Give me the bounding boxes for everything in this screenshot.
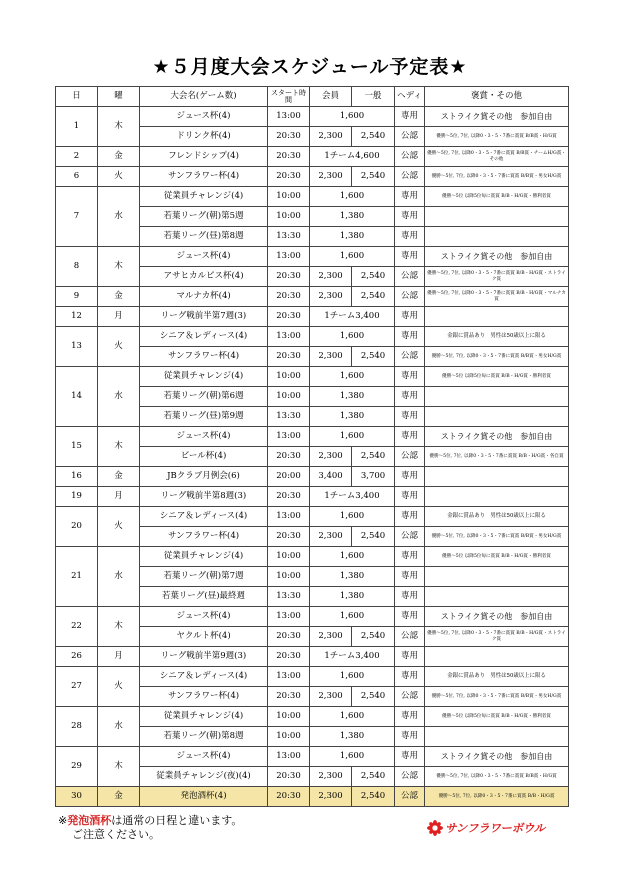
cell-time: 13:00 <box>268 507 310 527</box>
cell-name: サンフラワー杯(4) <box>140 167 268 187</box>
cell-prize <box>425 587 569 607</box>
cell-handicap: 専用 <box>395 387 425 407</box>
cell-fee: 1,600 <box>310 427 395 447</box>
cell-time: 10:00 <box>268 707 310 727</box>
sunflower-icon <box>427 820 443 836</box>
cell-name: JBクラブ月例会(6) <box>140 467 268 487</box>
table-header-row <box>56 87 569 107</box>
cell-handicap: 公認 <box>395 267 425 287</box>
cell-time: 10:00 <box>268 547 310 567</box>
cell-handicap: 公認 <box>395 527 425 547</box>
cell-name: フレンドシップ(4) <box>140 147 268 167</box>
schedule-body <box>56 107 569 807</box>
cell-general-fee: 2,540 <box>352 527 395 547</box>
cell-fee: 1,380 <box>310 727 395 747</box>
cell-member-fee: 2,300 <box>310 347 352 367</box>
cell-fee: 1,600 <box>310 327 395 347</box>
cell-time: 20:30 <box>268 127 310 147</box>
cell-name: ジュース杯(4) <box>140 747 268 767</box>
cell-weekday: 木 <box>98 107 140 147</box>
cell-name: 従業員チャレンジ(4) <box>140 187 268 207</box>
cell-prize <box>425 407 569 427</box>
cell-handicap: 専用 <box>395 107 425 127</box>
cell-fee: 1,600 <box>310 547 395 567</box>
cell-fee: 1,600 <box>310 187 395 207</box>
cell-time: 13:30 <box>268 407 310 427</box>
cell-prize: 優勝〜5位, 7位, 以降0・3・5・7番に賞賞 B/B・H/G賞 <box>425 787 569 807</box>
cell-handicap: 専用 <box>395 747 425 767</box>
cell-member-fee: 2,300 <box>310 787 352 807</box>
cell-fee: 1,380 <box>310 587 395 607</box>
table-row <box>56 187 569 207</box>
table-row <box>56 327 569 347</box>
cell-prize <box>425 727 569 747</box>
cell-fee: 1,380 <box>310 227 395 247</box>
cell-weekday: 月 <box>98 647 140 667</box>
cell-handicap: 専用 <box>395 507 425 527</box>
header-member: 会員 <box>310 87 352 107</box>
cell-fee: 1チーム3,400 <box>310 487 395 507</box>
cell-handicap: 公認 <box>395 167 425 187</box>
cell-prize: 優勝〜5位 以降5位毎に賞賞 B/B・H/G賞・勝利者賞 <box>425 187 569 207</box>
cell-time: 13:30 <box>268 227 310 247</box>
cell-time: 20:30 <box>268 267 310 287</box>
cell-fee: 1,380 <box>310 207 395 227</box>
table-row <box>56 667 569 687</box>
cell-name: ジュース杯(4) <box>140 107 268 127</box>
cell-day: 19 <box>56 487 98 507</box>
cell-day: 6 <box>56 167 98 187</box>
cell-weekday: 月 <box>98 307 140 327</box>
cell-weekday: 火 <box>98 167 140 187</box>
cell-name: マルナカ杯(4) <box>140 287 268 307</box>
note-text: は通常の日程と違います。 <box>111 814 243 827</box>
cell-name: ドリンク杯(4) <box>140 127 268 147</box>
cell-prize: 優勝〜5位, 7位, 以降0・3・5・7番に賞賞 B/B賞・チームH/G賞・その他 <box>425 147 569 167</box>
header-general: 一般 <box>352 87 395 107</box>
cell-time: 13:00 <box>268 247 310 267</box>
cell-time: 20:30 <box>268 487 310 507</box>
table-row <box>56 607 569 627</box>
cell-name: リーグ戦前半第8週(3) <box>140 487 268 507</box>
cell-fee: 1,600 <box>310 107 395 127</box>
cell-time: 20:30 <box>268 647 310 667</box>
cell-general-fee: 2,540 <box>352 767 395 787</box>
cell-name: 若葉リーグ(朝)第8週 <box>140 727 268 747</box>
cell-name: 従業員チャレンジ(夜)(4) <box>140 767 268 787</box>
cell-member-fee: 2,300 <box>310 167 352 187</box>
cell-weekday: 月 <box>98 487 140 507</box>
cell-general-fee: 2,540 <box>352 267 395 287</box>
cell-fee: 1,380 <box>310 567 395 587</box>
cell-fee: 1,600 <box>310 667 395 687</box>
cell-prize: 優勝〜5位, 7位, 以降0・3・5・7番に賞賞 B/B・H/G賞・ストライク賞 <box>425 627 569 647</box>
table-row <box>56 367 569 387</box>
cell-time: 13:00 <box>268 107 310 127</box>
brand-logo <box>427 820 545 836</box>
cell-name: シニア＆レディース(4) <box>140 507 268 527</box>
table-row <box>56 747 569 767</box>
cell-member-fee: 2,300 <box>310 687 352 707</box>
cell-prize <box>425 567 569 587</box>
cell-prize: ストライク賞その他 参加自由 <box>425 747 569 767</box>
cell-prize: 優勝〜5位 以降5位毎に賞賞 B/B・H/G賞・勝利者賞 <box>425 707 569 727</box>
cell-time: 10:00 <box>268 727 310 747</box>
cell-name: 若葉リーグ(昼)最終週 <box>140 587 268 607</box>
cell-general-fee: 2,540 <box>352 627 395 647</box>
cell-prize: 優勝〜5位, 7位, 以降0・3・5・7番に賞賞 B/B・H/G賞・ストライク賞 <box>425 267 569 287</box>
cell-day: 30 <box>56 787 98 807</box>
header-prize: 褒賞・その他 <box>425 87 569 107</box>
cell-time: 20:30 <box>268 527 310 547</box>
cell-weekday: 木 <box>98 747 140 787</box>
table-row <box>56 147 569 167</box>
cell-weekday: 火 <box>98 667 140 707</box>
cell-prize: 優勝〜5位, 7位, 以降0・3・5・7番に賞賞 B/B賞・男女H/G賞 <box>425 687 569 707</box>
cell-weekday: 水 <box>98 547 140 607</box>
cell-prize: 優勝〜5位, 7位, 以降0・3・5・7番に賞賞 B/B賞・男女H/G賞 <box>425 347 569 367</box>
cell-handicap: 専用 <box>395 207 425 227</box>
cell-time: 10:00 <box>268 187 310 207</box>
cell-handicap: 公認 <box>395 147 425 167</box>
cell-general-fee: 2,540 <box>352 287 395 307</box>
cell-handicap: 専用 <box>395 247 425 267</box>
cell-fee: 1,600 <box>310 707 395 727</box>
cell-prize: 優勝〜5位, 7位, 以降0・3・5・7番に賞賞 B/B・H/G賞・マルナカ賞 <box>425 287 569 307</box>
cell-handicap: 公認 <box>395 447 425 467</box>
cell-member-fee: 3,400 <box>310 467 352 487</box>
cell-time: 20:30 <box>268 447 310 467</box>
note-mark: ※ <box>58 814 68 827</box>
header-day: 日 <box>56 87 98 107</box>
cell-member-fee: 2,300 <box>310 447 352 467</box>
table-row <box>56 307 569 327</box>
cell-day: 15 <box>56 427 98 467</box>
cell-day: 12 <box>56 307 98 327</box>
cell-handicap: 専用 <box>395 647 425 667</box>
cell-handicap: 公認 <box>395 787 425 807</box>
cell-time: 13:30 <box>268 587 310 607</box>
cell-name: 若葉リーグ(朝)第7週 <box>140 567 268 587</box>
cell-handicap: 専用 <box>395 547 425 567</box>
table-row <box>56 467 569 487</box>
table-row <box>56 167 569 187</box>
cell-name: 従業員チャレンジ(4) <box>140 707 268 727</box>
cell-day: 28 <box>56 707 98 747</box>
cell-time: 20:30 <box>268 307 310 327</box>
cell-name: アサヒカルピス杯(4) <box>140 267 268 287</box>
cell-day: 20 <box>56 507 98 547</box>
cell-fee: 1チーム3,400 <box>310 307 395 327</box>
cell-time: 10:00 <box>268 567 310 587</box>
cell-handicap: 公認 <box>395 347 425 367</box>
cell-fee: 1,600 <box>310 747 395 767</box>
cell-time: 13:00 <box>268 327 310 347</box>
cell-day: 13 <box>56 327 98 367</box>
cell-prize: ストライク賞その他 参加自由 <box>425 107 569 127</box>
table-row <box>56 247 569 267</box>
cell-weekday: 木 <box>98 427 140 467</box>
cell-weekday: 火 <box>98 327 140 367</box>
cell-prize: 金銀に賞品あり 男性は50歳以上に限る <box>425 507 569 527</box>
cell-handicap: 専用 <box>395 567 425 587</box>
cell-name: シニア＆レディース(4) <box>140 667 268 687</box>
cell-prize: 優勝〜5位, 7位, 以降0・3・5・7番に賞賞 B/B・H/G賞・各自賞 <box>425 447 569 467</box>
cell-prize <box>425 387 569 407</box>
cell-weekday: 水 <box>98 707 140 747</box>
cell-day: 2 <box>56 147 98 167</box>
table-row <box>56 547 569 567</box>
cell-handicap: 専用 <box>395 307 425 327</box>
cell-day: 8 <box>56 247 98 287</box>
cell-member-fee: 2,300 <box>310 527 352 547</box>
cell-day: 21 <box>56 547 98 607</box>
cell-fee: 1,600 <box>310 507 395 527</box>
cell-weekday: 金 <box>98 287 140 307</box>
cell-handicap: 専用 <box>395 467 425 487</box>
cell-fee: 1,600 <box>310 607 395 627</box>
cell-time: 13:00 <box>268 427 310 447</box>
cell-name: ヤクルト杯(4) <box>140 627 268 647</box>
cell-handicap: 公認 <box>395 287 425 307</box>
cell-member-fee: 2,300 <box>310 287 352 307</box>
cell-member-fee: 2,300 <box>310 127 352 147</box>
cell-time: 13:00 <box>268 667 310 687</box>
cell-prize: 優勝〜5位 以降5位毎に賞賞 B/B・H/G賞・勝利者賞 <box>425 547 569 567</box>
cell-name: ジュース杯(4) <box>140 427 268 447</box>
cell-name: リーグ戦前半第9週(3) <box>140 647 268 667</box>
cell-prize: 優勝〜5位, 7位, 以降0・3・5・7番に賞賞 B/B賞・H/G賞 <box>425 767 569 787</box>
cell-handicap: 公認 <box>395 687 425 707</box>
cell-name: サンフラワー杯(4) <box>140 527 268 547</box>
cell-day: 29 <box>56 747 98 787</box>
table-row <box>56 287 569 307</box>
cell-general-fee: 2,540 <box>352 127 395 147</box>
cell-time: 13:00 <box>268 747 310 767</box>
cell-name: シニア＆レディース(4) <box>140 327 268 347</box>
cell-name: ビール杯(4) <box>140 447 268 467</box>
cell-time: 20:30 <box>268 287 310 307</box>
cell-prize <box>425 487 569 507</box>
cell-fee: 1チーム4,600 <box>310 147 395 167</box>
cell-day: 1 <box>56 107 98 147</box>
cell-handicap: 公認 <box>395 127 425 147</box>
cell-member-fee: 2,300 <box>310 627 352 647</box>
cell-prize: 優勝〜5位, 7位, 以降0・3・5・7番に賞賞 B/B賞・男女H/G賞 <box>425 167 569 187</box>
table-row <box>56 427 569 447</box>
cell-handicap: 専用 <box>395 727 425 747</box>
cell-handicap: 専用 <box>395 367 425 387</box>
page-title: ★５月度大会スケジュール予定表★ <box>152 56 468 78</box>
cell-fee: 1,600 <box>310 247 395 267</box>
cell-day: 27 <box>56 667 98 707</box>
cell-member-fee: 2,300 <box>310 267 352 287</box>
cell-time: 20:00 <box>268 467 310 487</box>
cell-general-fee: 2,540 <box>352 447 395 467</box>
cell-weekday: 水 <box>98 187 140 247</box>
table-row <box>56 507 569 527</box>
cell-day: 26 <box>56 647 98 667</box>
cell-prize: 優勝〜5位, 7位, 以降0・3・5・7番に賞賞 B/B賞・男女H/G賞 <box>425 527 569 547</box>
note-highlight: 発泡酒杯 <box>67 814 112 827</box>
cell-weekday: 金 <box>98 787 140 807</box>
cell-time: 20:30 <box>268 787 310 807</box>
cell-time: 20:30 <box>268 167 310 187</box>
cell-member-fee: 2,300 <box>310 767 352 787</box>
cell-general-fee: 2,540 <box>352 347 395 367</box>
table-row <box>56 707 569 727</box>
cell-time: 10:00 <box>268 367 310 387</box>
cell-general-fee: 2,540 <box>352 687 395 707</box>
cell-general-fee: 3,700 <box>352 467 395 487</box>
cell-name: 従業員チャレンジ(4) <box>140 367 268 387</box>
cell-fee: 1,600 <box>310 367 395 387</box>
cell-handicap: 専用 <box>395 427 425 447</box>
cell-handicap: 専用 <box>395 487 425 507</box>
cell-name: 若葉リーグ(朝)第5週 <box>140 207 268 227</box>
cell-handicap: 専用 <box>395 327 425 347</box>
header-handicap: ヘディ <box>395 87 425 107</box>
cell-prize <box>425 207 569 227</box>
cell-day: 14 <box>56 367 98 427</box>
cell-prize <box>425 467 569 487</box>
cell-general-fee: 2,540 <box>352 787 395 807</box>
cell-handicap: 専用 <box>395 587 425 607</box>
cell-name: サンフラワー杯(4) <box>140 687 268 707</box>
cell-time: 10:00 <box>268 387 310 407</box>
cell-weekday: 火 <box>98 507 140 547</box>
cell-time: 10:00 <box>268 207 310 227</box>
schedule-table <box>55 86 569 807</box>
logo-text: サンフラワーボウル <box>445 821 545 835</box>
note-line2: ご注意ください。 <box>72 828 160 841</box>
cell-handicap: 専用 <box>395 407 425 427</box>
table-row <box>56 787 569 807</box>
header-name: 大会名(ゲーム数) <box>140 87 268 107</box>
header-weekday: 曜 <box>98 87 140 107</box>
cell-name: 若葉リーグ(昼)第9週 <box>140 407 268 427</box>
cell-day: 16 <box>56 467 98 487</box>
cell-handicap: 専用 <box>395 707 425 727</box>
cell-prize: ストライク賞その他 参加自由 <box>425 427 569 447</box>
cell-prize <box>425 307 569 327</box>
cell-name: 従業員チャレンジ(4) <box>140 547 268 567</box>
cell-day: 22 <box>56 607 98 647</box>
cell-name: リーグ戦前半第7週(3) <box>140 307 268 327</box>
cell-weekday: 木 <box>98 607 140 647</box>
table-row <box>56 487 569 507</box>
footnote <box>58 814 242 842</box>
cell-weekday: 金 <box>98 147 140 167</box>
cell-name: 若葉リーグ(昼)第8週 <box>140 227 268 247</box>
cell-prize: 金銀に賞品あり 男性は50歳以上に限る <box>425 327 569 347</box>
cell-name: ジュース杯(4) <box>140 247 268 267</box>
cell-handicap: 専用 <box>395 227 425 247</box>
cell-day: 7 <box>56 187 98 247</box>
table-row <box>56 647 569 667</box>
cell-weekday: 水 <box>98 367 140 427</box>
cell-name: サンフラワー杯(4) <box>140 347 268 367</box>
cell-handicap: 公認 <box>395 627 425 647</box>
cell-day: 9 <box>56 287 98 307</box>
cell-handicap: 専用 <box>395 667 425 687</box>
cell-weekday: 木 <box>98 247 140 287</box>
cell-handicap: 専用 <box>395 607 425 627</box>
cell-name: ジュース杯(4) <box>140 607 268 627</box>
cell-time: 20:30 <box>268 687 310 707</box>
cell-fee: 1チーム3,400 <box>310 647 395 667</box>
cell-prize: 優勝〜5位, 7位, 以降0・3・5・7番に賞賞 B/B賞・H/G賞 <box>425 127 569 147</box>
cell-prize: 優勝〜5位 以降5位毎に賞賞 B/B・H/G賞・勝利者賞 <box>425 367 569 387</box>
cell-general-fee: 2,540 <box>352 167 395 187</box>
cell-prize: 金銀に賞品あり 男性は50歳以上に限る <box>425 667 569 687</box>
cell-name: 若葉リーグ(朝)第6週 <box>140 387 268 407</box>
cell-time: 20:30 <box>268 347 310 367</box>
cell-name: 発泡酒杯(4) <box>140 787 268 807</box>
cell-prize: ストライク賞その他 参加自由 <box>425 247 569 267</box>
cell-prize: ストライク賞その他 参加自由 <box>425 607 569 627</box>
cell-weekday: 金 <box>98 467 140 487</box>
cell-fee: 1,380 <box>310 407 395 427</box>
cell-handicap: 専用 <box>395 187 425 207</box>
cell-handicap: 公認 <box>395 767 425 787</box>
cell-prize <box>425 227 569 247</box>
cell-prize <box>425 647 569 667</box>
cell-fee: 1,380 <box>310 387 395 407</box>
cell-time: 20:30 <box>268 147 310 167</box>
cell-time: 20:30 <box>268 627 310 647</box>
cell-time: 13:00 <box>268 607 310 627</box>
header-time: スタート時間 <box>268 87 310 107</box>
cell-time: 20:30 <box>268 767 310 787</box>
table-row <box>56 107 569 127</box>
